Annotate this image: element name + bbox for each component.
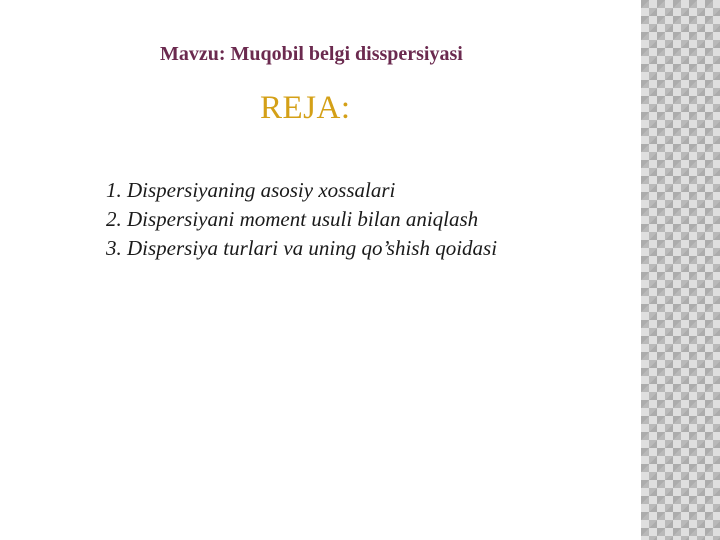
plan-item: 1. Dispersiyaning asosiy xossalari: [106, 178, 396, 202]
plan-list: [106, 176, 497, 263]
plan-item: 2. Dispersiyani moment usuli bilan aniqlash: [106, 207, 479, 231]
slide-title: Mavzu: Muqobil belgi disspersiyasi: [160, 43, 463, 65]
plan-heading: REJA:: [260, 90, 351, 126]
plan-item: 3. Dispersiya turlari va uning qo’shish qoidasi: [106, 236, 498, 260]
decorative-side-panel: [641, 0, 720, 540]
